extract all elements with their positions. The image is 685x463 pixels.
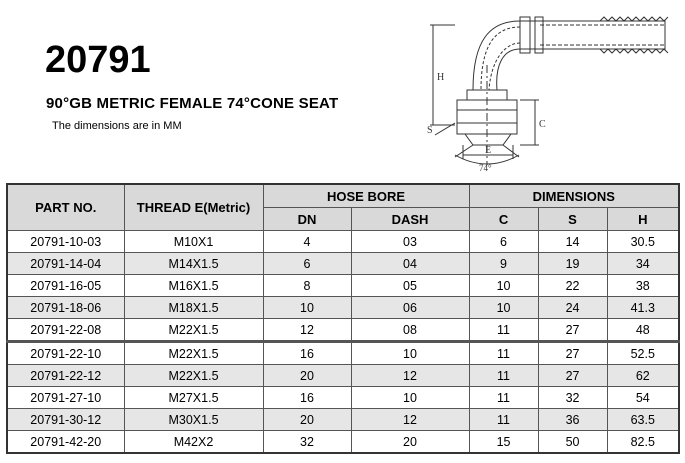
cell-s: 50 [538, 431, 607, 454]
drawing-label-h: H [437, 72, 445, 83]
header-thread: THREAD E(Metric) [124, 184, 263, 231]
cell-thread: M27X1.5 [124, 387, 263, 409]
cell-s: 22 [538, 275, 607, 297]
cell-h: 52.5 [607, 342, 679, 365]
cell-part: 20791-27-10 [7, 387, 124, 409]
cell-thread: M14X1.5 [124, 253, 263, 275]
header-c: C [469, 208, 538, 231]
cell-part: 20791-16-05 [7, 275, 124, 297]
cell-dn: 32 [263, 431, 351, 454]
cell-part: 20791-22-08 [7, 319, 124, 342]
part-series-title: 20791 [45, 39, 151, 81]
header-dn: DN [263, 208, 351, 231]
table-row [7, 253, 679, 275]
cell-part: 20791-18-06 [7, 297, 124, 319]
cell-dash: 08 [351, 319, 469, 342]
cell-thread: M22X1.5 [124, 319, 263, 342]
cell-h: 54 [607, 387, 679, 409]
drawing-label-angle: 74° [479, 163, 492, 173]
cell-c: 11 [469, 365, 538, 387]
cell-c: 11 [469, 342, 538, 365]
table-row [7, 231, 679, 253]
cell-h: 41.3 [607, 297, 679, 319]
cell-part: 20791-42-20 [7, 431, 124, 454]
cell-h: 38 [607, 275, 679, 297]
cell-dn: 12 [263, 319, 351, 342]
product-title: 90°GB METRIC FEMALE 74°CONE SEAT [46, 95, 339, 112]
cell-dn: 20 [263, 409, 351, 431]
cell-c: 15 [469, 431, 538, 454]
cell-part: 20791-14-04 [7, 253, 124, 275]
drawing-label-c: C [539, 119, 546, 130]
cell-thread: M22X1.5 [124, 365, 263, 387]
cell-dn: 16 [263, 387, 351, 409]
cell-s: 27 [538, 319, 607, 342]
cell-dash: 12 [351, 365, 469, 387]
cell-dn: 6 [263, 253, 351, 275]
cell-dash: 10 [351, 387, 469, 409]
table-row [7, 275, 679, 297]
cell-c: 6 [469, 231, 538, 253]
cell-dash: 03 [351, 231, 469, 253]
table-row [7, 297, 679, 319]
table-row [7, 409, 679, 431]
cell-thread: M22X1.5 [124, 342, 263, 365]
header-part-no: PART NO. [7, 184, 124, 231]
cell-s: 14 [538, 231, 607, 253]
cell-s: 27 [538, 342, 607, 365]
table-row [7, 319, 679, 342]
specification-table [6, 183, 680, 454]
table-row [7, 342, 679, 365]
cell-h: 62 [607, 365, 679, 387]
cell-dn: 20 [263, 365, 351, 387]
drawing-label-s: S [427, 125, 433, 136]
cell-dash: 06 [351, 297, 469, 319]
cell-thread: M42X2 [124, 431, 263, 454]
cell-dn: 8 [263, 275, 351, 297]
cell-thread: M30X1.5 [124, 409, 263, 431]
cell-h: 34 [607, 253, 679, 275]
cell-c: 10 [469, 275, 538, 297]
cell-c: 11 [469, 387, 538, 409]
cell-s: 24 [538, 297, 607, 319]
cell-dash: 04 [351, 253, 469, 275]
cell-dn: 4 [263, 231, 351, 253]
header-dimensions: DIMENSIONS [469, 184, 679, 208]
table-row [7, 431, 679, 454]
cell-part: 20791-22-10 [7, 342, 124, 365]
cell-thread: M18X1.5 [124, 297, 263, 319]
cell-dash: 10 [351, 342, 469, 365]
header-h: H [607, 208, 679, 231]
cell-c: 11 [469, 409, 538, 431]
cell-part: 20791-22-12 [7, 365, 124, 387]
cell-h: 48 [607, 319, 679, 342]
header-s: S [538, 208, 607, 231]
cell-s: 27 [538, 365, 607, 387]
cell-part: 20791-30-12 [7, 409, 124, 431]
cell-c: 10 [469, 297, 538, 319]
cell-dash: 05 [351, 275, 469, 297]
cell-c: 11 [469, 319, 538, 342]
cell-dn: 10 [263, 297, 351, 319]
cell-h: 30.5 [607, 231, 679, 253]
dimension-note: The dimensions are in MM [52, 120, 182, 132]
table-row [7, 365, 679, 387]
cell-thread: M10X1 [124, 231, 263, 253]
cell-s: 19 [538, 253, 607, 275]
cell-thread: M16X1.5 [124, 275, 263, 297]
cell-s: 36 [538, 409, 607, 431]
cell-dash: 12 [351, 409, 469, 431]
fitting-technical-drawing [425, 5, 675, 173]
cell-s: 32 [538, 387, 607, 409]
header-dash: DASH [351, 208, 469, 231]
cell-h: 63.5 [607, 409, 679, 431]
table-row [7, 387, 679, 409]
cell-dn: 16 [263, 342, 351, 365]
cell-c: 9 [469, 253, 538, 275]
cell-h: 82.5 [607, 431, 679, 454]
cell-part: 20791-10-03 [7, 231, 124, 253]
header-hose-bore: HOSE BORE [263, 184, 469, 208]
drawing-label-e: E [485, 145, 492, 156]
cell-dash: 20 [351, 431, 469, 454]
